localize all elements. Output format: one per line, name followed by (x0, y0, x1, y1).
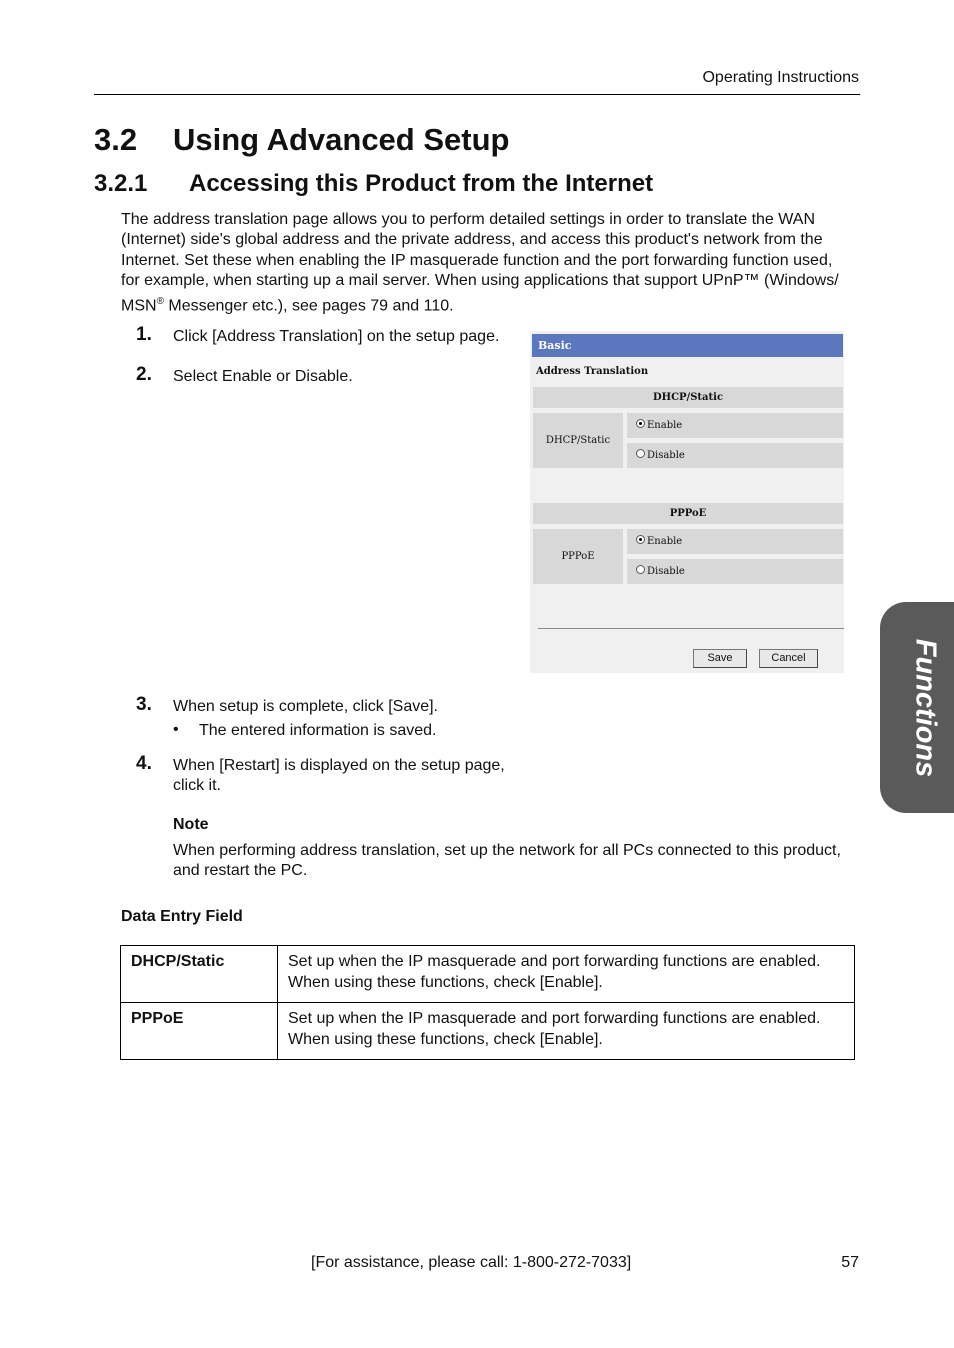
footer-assistance: [For assistance, please call: 1-800-272-7033] (311, 1254, 632, 1271)
section-title: Using Advanced Setup (173, 122, 510, 157)
table-description: Set up when the IP masquerade and port forwarding functions are enabled. When using these functions, check [Enable]. (278, 1003, 855, 1060)
radio-selected-icon[interactable] (636, 535, 645, 544)
settings-screenshot (530, 331, 844, 673)
step-number: 1. (136, 324, 152, 345)
step-text: When [Restart] is displayed on the setup page, click it. (173, 757, 505, 794)
step-text: When setup is complete, click [Save]. (173, 698, 438, 715)
screenshot-subtitle: Address Translation (536, 366, 649, 377)
pppoe-enable-option[interactable]: Enable (627, 529, 843, 554)
intro-line: Internet. Set these when enabling the IP masquerade function and the port forwarding function used, (121, 251, 833, 269)
step-number: 4. (136, 753, 152, 774)
radio-selected-icon[interactable] (636, 419, 645, 428)
intro-line: (Internet) side's global address and the private address, and access this product's network from the (121, 231, 823, 249)
radio-unselected-icon[interactable] (636, 565, 645, 574)
dhcp-section-heading: DHCP/Static (533, 387, 843, 408)
intro-paragraph (121, 210, 866, 316)
cancel-button[interactable]: Cancel (759, 649, 818, 668)
registered-mark: ® (156, 295, 164, 307)
step-text: Select Enable or Disable. (173, 368, 353, 385)
side-tab-label: Functions (909, 638, 942, 777)
screenshot-divider (538, 628, 844, 629)
subsection-title: Accessing this Product from the Internet (189, 170, 654, 197)
data-entry-title: Data Entry Field (121, 908, 243, 925)
intro-line: The address translation page allows you to perform detailed settings in order to translate the WAN (121, 211, 815, 228)
radio-unselected-icon[interactable] (636, 449, 645, 458)
note-title: Note (173, 816, 209, 833)
bullet-icon: • (173, 721, 179, 738)
step-number: 2. (136, 364, 152, 385)
pppoe-row-label: PPPoE (533, 529, 623, 584)
pppoe-disable-option[interactable]: Disable (627, 559, 843, 584)
table-row (121, 946, 855, 1003)
step-bullet-text: The entered information is saved. (199, 722, 437, 739)
screenshot-title-bar: Basic (532, 334, 843, 357)
section-heading (94, 122, 509, 158)
subsection-heading (94, 170, 653, 198)
intro-line: MSN® Messenger etc.), see pages 79 and 110. (121, 295, 454, 314)
dhcp-row-label: DHCP/Static (533, 413, 623, 468)
table-term: DHCP/Static (121, 946, 278, 1003)
note-text: When performing address translation, set up the network for all PCs connected to this product, and restart the PC. (173, 842, 841, 879)
header-rule (94, 94, 860, 95)
table-term: PPPoE (121, 1003, 278, 1060)
step-text: Click [Address Translation] on the setup page. (173, 328, 500, 345)
section-number: 3.2 (94, 122, 138, 157)
running-header: Operating Instructions (702, 69, 859, 86)
table-row (121, 1003, 855, 1060)
step-number: 3. (136, 694, 152, 715)
table-description: Set up when the IP masquerade and port forwarding functions are enabled. When using these functions, check [Enable]. (278, 946, 855, 1003)
data-entry-table (120, 945, 855, 1060)
functions-side-tab (880, 602, 954, 813)
page-number: 57 (841, 1254, 859, 1271)
intro-line: for example, when starting up a mail server. When using applications that support UPnP™ (Windows/ (121, 272, 839, 290)
dhcp-disable-option[interactable]: Disable (627, 443, 843, 468)
save-button[interactable]: Save (693, 649, 747, 668)
subsection-number: 3.2.1 (94, 170, 148, 197)
pppoe-section-heading: PPPoE (533, 503, 843, 524)
dhcp-enable-option[interactable]: Enable (627, 413, 843, 438)
